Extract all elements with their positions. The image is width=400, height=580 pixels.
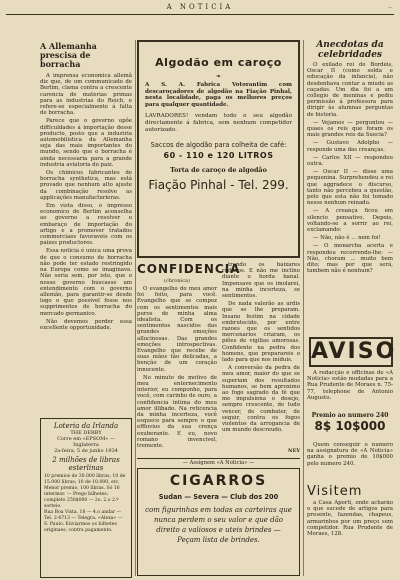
ad-cig-slogan: com figurinhas em todas as carteiras que nunca perdem o seu valor e que dão direito a valiosos e uteis brindes — Peçam lista de brindes. <box>145 506 292 544</box>
top-rule <box>6 14 394 15</box>
article-headline: A Allemanha prescisa de borracha <box>40 41 97 69</box>
confidencia-paragraph: trando os baixares rodilvos. E não me inclino diante o horda banal. Impensave que os imolarei, na minha incerteza, se sentimentos. <box>222 262 300 300</box>
masthead-date: — <box>388 4 392 9</box>
ad-price: 60 - 110 e 120 LITROS <box>163 151 274 161</box>
anecdotas-headline: Anecdotas da celebridades <box>316 40 384 60</box>
ad-headline: Algodão em caroço <box>155 56 282 69</box>
anecdota-paragraph: — Oscar II — disse uma pequenina. Surprehendeu o rei que aggradece o discurso, tanto não percebeu a questão, pelo que esta não foi tomado nesse nenhum reinado. <box>307 169 393 207</box>
column-divider <box>135 40 136 576</box>
article-paragraph: A imprensa economica allemã diz que, de um communicado de Berlim, clama contra a crescente carencia de materias primas para as industrias do Reich, e refere-se especialmente á falta de borracha. <box>40 73 132 117</box>
ad-torta: Torta de caroço de algodão <box>170 166 267 175</box>
premio-label: Premio ao numero 240 <box>311 412 389 419</box>
anecdota-paragraph: — Vejamos — perguntou — quaes os reis que foram os mais grandes reis da Suecia? <box>307 119 393 139</box>
premio-box <box>307 412 393 433</box>
aviso-text <box>307 370 393 410</box>
confidencia-paragraph: A conversão da pedra de meu amor, maior do que se superiam dos resultados humanos, se bem aproximo ao fogo sagrado da fé que me impulsiona o desejo, sempre crescente, de tudo vencer, de combater, de seguir, contra os fogos violentos da arrogancia de um mundo descreudo. <box>222 365 300 434</box>
anecdota-paragraph: — Carlos XII — respondeu outra. <box>307 154 393 168</box>
article-paragraph: Em vista disso, o impresso economico de Berlim aconselha ao governo a resolver o embaraço de importação do artigo e a promover tratados commerciaes favoraveis com os paizes productores. <box>40 203 132 247</box>
anecdota-paragraph: — Não, não é ... nem foi! <box>313 235 381 242</box>
premio-amount: 8$ 10$000 <box>314 419 386 433</box>
article-paragraph: Parece que o governo opõe difficuldades á importação desse producto, posto que a industria automobilistica da Allemanha seja das mais importantes do mundo, sendo que o borracha é ainda necessaria para a grande industria aviatoria do paiz. <box>40 118 132 168</box>
ad-lavradores: LAVRADORES! vendam todo o seu algodão directamente á fabrica, sem nenhum competidor autorizado. <box>145 113 292 133</box>
column-divider <box>303 40 304 576</box>
confidencia-column-2 <box>222 262 300 446</box>
ornament: ❧ <box>215 73 222 80</box>
aviso-headline: AVISO <box>309 337 393 367</box>
anecdota-paragraph: — A creança ficou em silencio pensativo. Depois, voltando-se a sorrir ao rei, exclamando: <box>307 208 393 234</box>
visitem-headline: Visitem <box>307 484 363 499</box>
ad-fiacao: Fiação Pinhal - Tel. 299. <box>148 178 289 193</box>
anecdotas-article <box>307 62 393 334</box>
lottery-details: 10 premios de 30.000 libras; 10 de 15.000 libras; 10 de 10.000, etc. Menor premio, 100 libras. Só 16 intermor. — Prego bilhetes: completo 250$000 — 2o. 2.o 2.º sorteio. <box>44 474 126 509</box>
confidencia-paragraph: O evangelho do meu amor foi feito, para você. Evangelho que se compoz com os sentimentos mais puros de minha alma idealista. Com os sentimentos nascidos das grandes emoções allucinosas. Das grandes emoções introspectivas. Evangelho que recebe de suas mãos tão delicadas, a benção de um coração innocente. <box>137 286 217 373</box>
confidencia-paragraph: No minuto de motivo de meu enternecimento interior, eu componho, para você, com carinho de ouro, a confidencia intima do meu amor illibado. Na reticencia da minha incerteza, você esquece para sempre o que effluvios da sua crença exuberante. E eu, novo romano invencivel, tremente. <box>137 374 217 450</box>
masthead <box>0 0 400 14</box>
confidencia-author: NEY <box>288 448 300 454</box>
ad-body: A S. A. Fabrica Votorantim com descaroçadores de algodão na Fiação Pinhal, nesta localidade, paga os melhores preços para qualquer quantidade. <box>145 82 292 108</box>
lottery-line: Corre em «EPSOM» — Inglaterra <box>57 436 115 448</box>
confidencia-paragraph: De nada valerão as ardis que se lhe preparam. Insano festim na cidade embrutecido, por entre razoes que os sentidos mercenarios criaram, os piões de vigilias amorosas. Confidente na pedra dos homens, que preparareis o lado para que nos iníduis. <box>222 301 300 364</box>
anecdota-paragraph: — Gustavo Adolpho — responde uma das creanças. <box>307 140 393 153</box>
premio-text <box>307 442 393 482</box>
anecdota-paragraph: — O monarcha acerta e respondeu recorrendo-lhe: — Não, choram ... muito bem dito; mas por que será, tambem não é nenhum? <box>307 243 393 275</box>
confidencia-subtitle: (chronica) <box>164 278 190 284</box>
newspaper-title: A NOTICIA <box>166 3 234 11</box>
ad-sacos-label: Saccos de algodão para colheita de café: <box>150 141 287 150</box>
visitem-paragraph: a Casa Aporti, onde acharão o que sucede de artigos para presente, fazendas, chapeus, armarinhos por um preço sem competidor. Rua Prudente de Moraes, 128. <box>307 500 393 538</box>
lottery-sub: THE DERBY <box>70 430 102 436</box>
article-borracha <box>40 40 132 408</box>
ad-cig-brands: Sudan — Severa — Club dos 200 <box>158 493 279 501</box>
ad-cigarros <box>137 468 300 576</box>
article-paragraph: Os chimicos fabricantes de borracha synthetica, mas está provado que nenhum alto ajuste da combinação resolve as applicações manufacturieras. <box>40 170 132 201</box>
ad-cig-title: CIGARROS <box>169 473 268 489</box>
premio-paragraph: Quem conseguir o numero na assignatura de «A Noticia» ganha o premio de 10$000 pelo numero 240. <box>307 442 393 467</box>
subscribe-notice: — Assignem «A Noticia» — <box>137 458 300 467</box>
visitem-text <box>307 500 393 576</box>
article-paragraph: Não devemos perder essa excellente opportunidade. <box>40 318 132 331</box>
ad-algodao <box>137 40 300 258</box>
confidencia-column-1 <box>137 286 217 456</box>
article-paragraph: Essa noticia é unica uma prova de que o consumo de borracha não pode ter estado restringido na Europa como se imaginava. Não seria sem, por isto, que o nosso governo buscasse um entendimento com o governo allemão, para garantir-se desde logo o que possivel fosse nos supprimentos de borracha do mercado germanico. <box>40 248 132 317</box>
aviso-paragraph: A redacção e officinas de «A Noticia» estão mudadas para a Rua Prudente de Moraes n. 75-77, telephone de Antonio Augusto. <box>307 370 393 401</box>
lottery-title: Loteria da Irlanda <box>53 422 119 430</box>
anecdota-paragraph: O exilado rei de Bordéis, Oscar II (como solda e educação da infancia), não desdenhava contar a miudo as caçadas. Um dia foi a um collegio de meninas e pediu permissão á professora para dirigir às alumnas perguntas de historia. <box>307 62 393 118</box>
lottery-ad <box>40 418 132 578</box>
lottery-address: Rua Boa Vista, 18 — 4.o andar — Tel. 2-4713 — Telegra. «Alexa» — S. Paulo. Enviarmos os bilhetes originaes, contra pagamento. <box>44 510 123 533</box>
lottery-prize: 2 milhões de libras esterlinas <box>52 456 120 472</box>
confidencia-headline: CONFIDENCIA <box>137 262 241 276</box>
lottery-date: 2a-feira, 5 de junho 1934 <box>54 448 118 454</box>
